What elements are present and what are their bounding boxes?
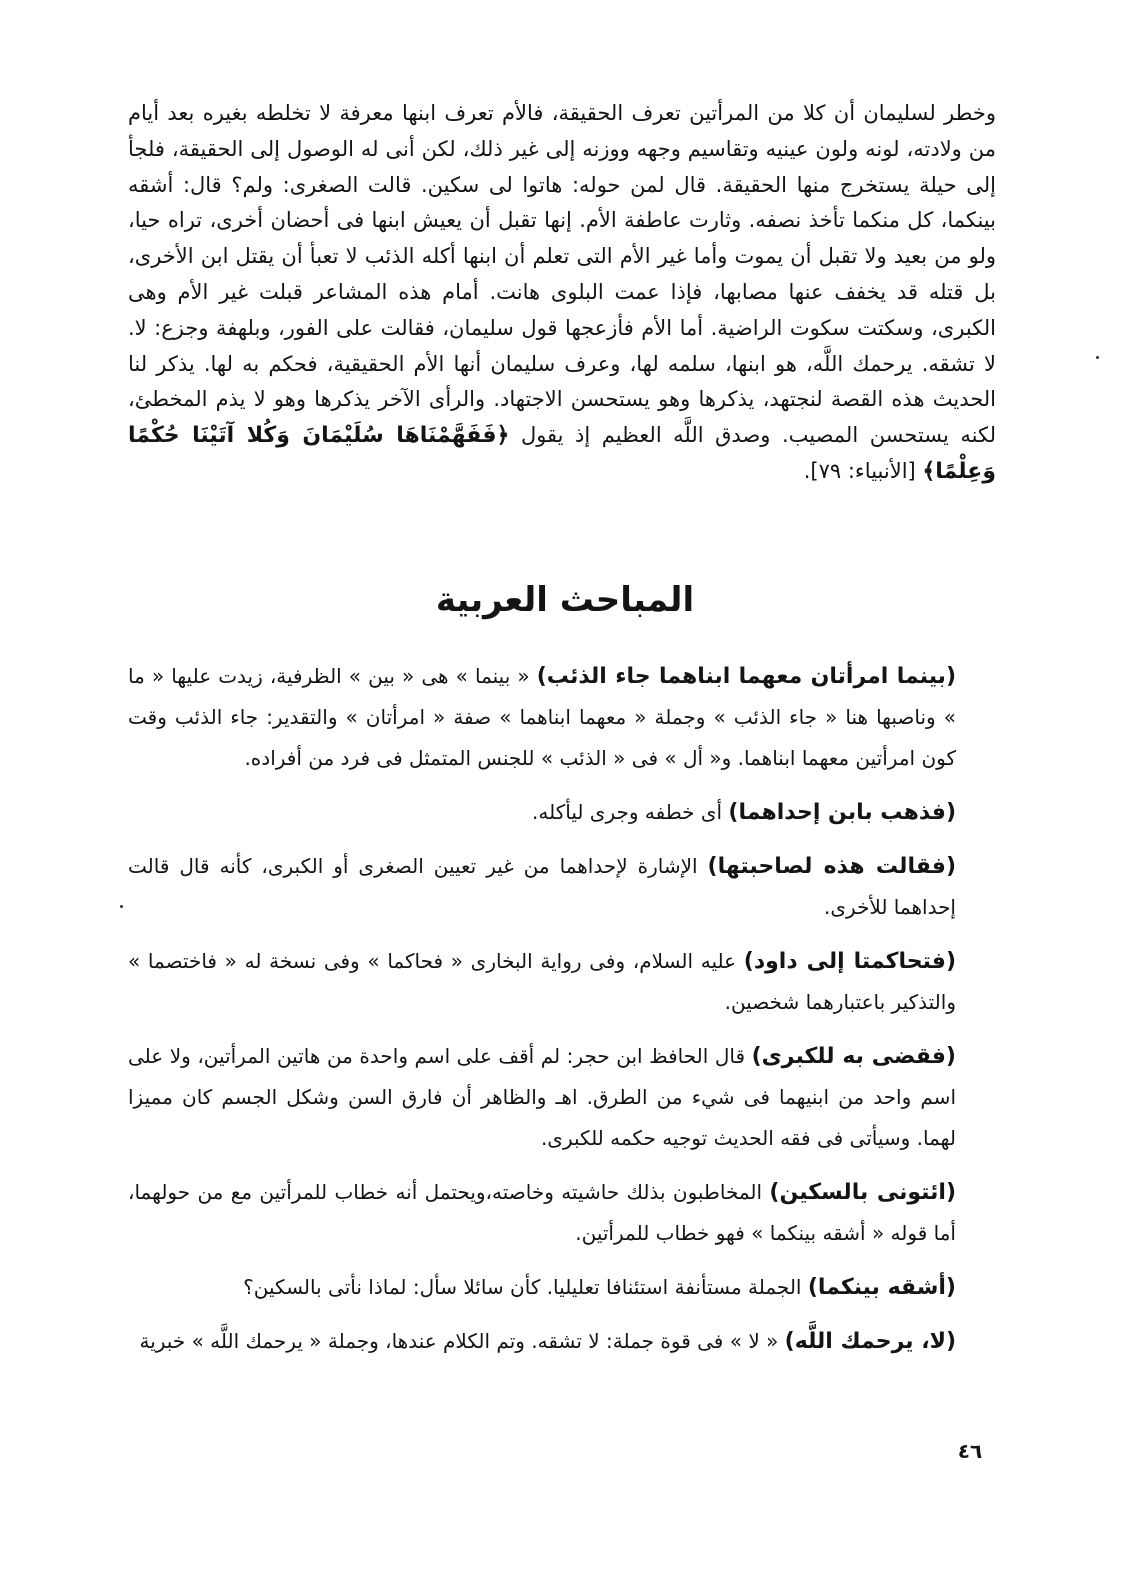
verse-citation: [الأنبياء: ٧٩].	[803, 458, 916, 483]
note-term: (فتحاكمتا إلى داود)	[743, 949, 957, 974]
section-heading: المباحث العربية	[435, 580, 695, 620]
page-number: ٤٦	[957, 1439, 983, 1463]
note-term: (أشقه بينكما)	[807, 1275, 956, 1300]
intro-paragraph	[128, 96, 996, 490]
note-paragraph	[128, 1321, 956, 1362]
note-term: (ائتونى بالسكين)	[769, 1180, 957, 1205]
note-text: « بينما » هى « بين » الظرفية، زيدت عليها « ما » وناصبها هنا « جاء الذئب » وجملة « معهما ابناهما » صفة « امرأتان » والتقدير: جاء الذئب وقت كون امرأتين معهما ابناهما. و« أل » فى « الذئب » للجنس المتمثل فى فرد من أفراده.	[128, 664, 956, 770]
note-text: قال الحافظ ابن حجر: لم أقف على اسم واحدة من هاتين المرأتين، ولا على اسم واحد من ابنيهما فى شيء من الطرق. اهـ والظاهر أن فارق السن وشكل الجسم كان مميزا لهما. وسيأتى فى فقه الحديث توجيه حكمه للكبرى.	[128, 1044, 956, 1150]
note-text: « لا » فى قوة جملة: لا تشقه. وتم الكلام عندها، وجملة « يرحمك اللَّه » خبرية	[139, 1329, 779, 1353]
note-term: (فذهب بابن إحداهما)	[728, 800, 956, 825]
scan-speck	[120, 905, 123, 908]
intro-text: وخطر لسليمان أن كلا من المرأتين تعرف الحقيقة، فالأم تعرف ابنها معرفة لا تخلطه بغيره بعد أيام من ولادته، لونه ولون عينيه وتقاسيم وجهه ووزنه إلى غير ذلك، لكن أنى له الوصول إلى الحقيقة، فلجأ إلى حيلة يستخرج منها الحقيقة. قال لمن حوله: هاتوا لى سكين. قالت الصغرى: ولم؟ قال: أشقه بينكما، كل منكما تأخذ نصفه. وثارت عاطفة الأم. إنها تقبل أن يعيش ابنها فى أحضان أخرى، تراه حيا، ولو من بعيد ولا تقبل أن يموت وأما غير الأم التى تعلم أن ابنها أكله الذئب لا تعبأ أن يقتل ابن الأخرى، بل قتله قد يخفف عنها مصابها، فإذا عمت البلوى هانت. أمام هذه المشاعر قبلت غير الأم وهى الكبرى، وسكتت سكوت الراضية. أما الأم فأزعجها قول سليمان، فقالت على الفور، وبلهفة وجزع: لا. لا تشقه. يرحمك اللَّه، هو ابنها، سلمه لها، وعرف سليمان أنها الأم الحقيقية، فحكم به لها. يذكر لنا الحديث هذه القصة لنجتهد، يذكرها وهو يستحسن الاجتهاد. والرأى الآخر يذكرها وهو لا يذم المخطئ، لكنه يستحسن المصيب. وصدق اللَّه العظيم إذ يقول	[128, 101, 996, 448]
linguistic-notes	[128, 656, 956, 1375]
note-term: (فقالت هذه لصاحبتها)	[707, 854, 956, 879]
note-text: المخاطبون بذلك حاشيته وخاصته،ويحتمل أنه خطاب للمرأتين مع من حولهما، أما قوله « أشقه بينكما » فهو خطاب للمرأتين.	[128, 1180, 956, 1245]
note-term: (فقضى به للكبرى)	[751, 1044, 956, 1069]
note-paragraph	[128, 1267, 956, 1308]
note-text: عليه السلام، وفى رواية البخارى « فحاكما » وفى نسخة له « فاختصما » والتذكير باعتبارهما شخصين.	[128, 949, 956, 1014]
note-paragraph	[128, 1036, 956, 1159]
note-term: (بينما امرأتان معهما ابناهما جاء الذئب)	[536, 664, 956, 689]
note-text: الإشارة لإحداهما من غير تعيين الصغرى أو الكبرى، كأنه قال قالت إحداهما للأخرى.	[128, 854, 956, 919]
note-paragraph	[128, 656, 956, 779]
note-paragraph	[128, 846, 956, 928]
note-paragraph	[128, 1172, 956, 1254]
scan-speck	[1096, 356, 1099, 359]
note-term: (لا، يرحمك اللَّه)	[784, 1329, 956, 1354]
note-paragraph	[128, 941, 956, 1023]
quran-verse: ﴿فَفَهَّمْنَاهَا سُلَيْمَانَ وَكُلا آتَيْنَا حُكْمًا وَعِلْمًا﴾	[128, 423, 996, 484]
note-text: أى خطفه وجرى ليأكله.	[532, 800, 723, 824]
note-text: الجملة مستأنفة استئنافا تعليليا. كأن سائلا سأل: لماذا نأتى بالسكين؟	[243, 1275, 802, 1299]
note-paragraph	[128, 792, 956, 833]
